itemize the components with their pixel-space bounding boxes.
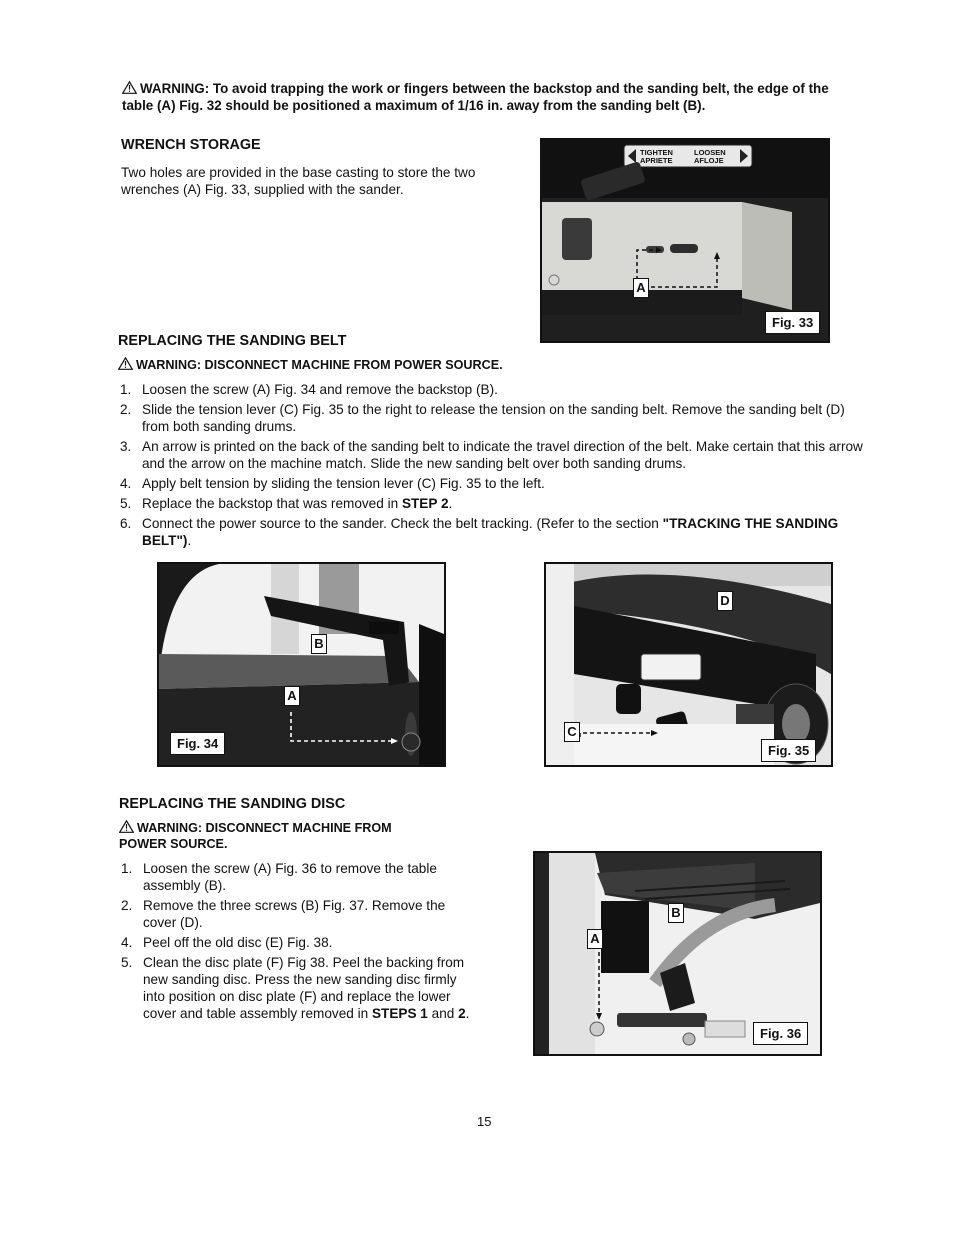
step-number: 6.	[120, 516, 132, 531]
list-item	[116, 381, 868, 398]
step-number: 5.	[120, 496, 132, 511]
page-number: 15	[477, 1114, 492, 1129]
fig35-callout-c: C	[564, 722, 580, 742]
replacing-disc-warning	[119, 820, 459, 852]
list-item	[116, 438, 868, 472]
step-number: 2.	[121, 898, 133, 913]
step-bold-ref: 2	[458, 1006, 466, 1021]
list-item	[117, 934, 477, 951]
step-text: .	[187, 533, 192, 548]
step-number: 3.	[120, 439, 132, 454]
list-item	[117, 954, 477, 1022]
step-text: Clean the disc plate (F) Fig 38. Peel the backing from new sanding disc. Press the new sanding disc firmly into position on disc plate (F) and replace the lower cover and table assembly removed in	[143, 955, 465, 1021]
list-item	[116, 475, 868, 492]
wrench-storage-heading: WRENCH STORAGE	[121, 137, 261, 153]
step-number: 1.	[121, 861, 133, 876]
replacing-belt-heading: REPLACING THE SANDING BELT	[118, 333, 347, 349]
step-text: Apply belt tension by sliding the tension lever (C) Fig. 35 to the left.	[142, 476, 545, 491]
fig35-label: Fig. 35	[761, 739, 816, 762]
replacing-disc-warning-line1: WARNING: DISCONNECT MACHINE FROM	[137, 821, 392, 835]
step-text: An arrow is printed on the back of the sanding belt to indicate the travel direction of the belt. Make certain that this arrow and the arrow on the machine match. Slide the new sanding belt over both sanding drums.	[142, 439, 863, 471]
fig36-callout-b: B	[668, 903, 684, 923]
step-text: Loosen the screw (A) Fig. 36 to remove the table assembly (B).	[143, 861, 437, 893]
step-number: 5.	[121, 955, 133, 970]
fig35-photo	[546, 564, 831, 765]
list-item	[117, 860, 477, 894]
step-text: .	[448, 496, 453, 511]
list-item	[117, 897, 477, 931]
step-text: Loosen the screw (A) Fig. 34 and remove the backstop (B).	[142, 382, 498, 397]
warning-triangle-icon	[119, 820, 134, 833]
fig33-decal-tighten: TIGHTEN	[640, 148, 673, 157]
step-bold-ref: "TRACKING THE SANDING BELT")	[142, 516, 839, 548]
list-item	[116, 515, 868, 549]
fig33-decal-loosen: LOOSEN	[694, 148, 726, 157]
fig35-callout-d: D	[717, 591, 733, 611]
fig33-decal-apriete: APRIETE	[640, 156, 673, 165]
fig33-callout-a: A	[633, 278, 649, 298]
fig36-label: Fig. 36	[753, 1022, 808, 1045]
step-number: 1.	[120, 382, 132, 397]
fig34-callout-b: B	[311, 634, 327, 654]
belt-steps-list	[116, 381, 868, 552]
step-number: 4.	[120, 476, 132, 491]
fig36-callout-a: A	[587, 929, 603, 949]
figure-35	[544, 562, 833, 767]
wrench-storage-body: Two holes are provided in the base casting to store the two wrenches (A) Fig. 33, supplied with the sander.	[121, 165, 476, 197]
step-text: Slide the tension lever (C) Fig. 35 to the right to release the tension on the sanding belt. Remove the sanding belt (D) from both sanding drums.	[142, 402, 845, 434]
fig34-label: Fig. 34	[170, 732, 225, 755]
step-text: Replace the backstop that was removed in	[142, 496, 402, 511]
step-text: .	[465, 1006, 470, 1021]
step-text: and	[427, 1006, 459, 1021]
step-text: Connect the power source to the sander. Check the belt tracking. (Refer to the section	[142, 516, 663, 531]
top-warning	[122, 80, 862, 114]
figure-34	[157, 562, 446, 767]
top-warning-text: WARNING: To avoid trapping the work or fingers between the backstop and the sanding belt, the edge of the table (A) Fig. 32 should be positioned a maximum of 1/16 in. away from the sanding belt (B).	[122, 81, 829, 113]
replacing-belt-warning	[118, 357, 503, 373]
fig34-callout-a: A	[284, 686, 300, 706]
figure-33	[540, 138, 830, 343]
disc-steps-list	[117, 860, 477, 1025]
fig33-decal-afloje: AFLOJE	[694, 156, 724, 165]
step-bold-ref: STEP 2	[401, 496, 449, 511]
figure-36	[533, 851, 822, 1056]
list-item	[116, 401, 868, 435]
step-number: 4.	[121, 935, 133, 950]
warning-triangle-icon	[122, 81, 137, 94]
list-item	[116, 495, 868, 512]
step-number: 2.	[120, 402, 132, 417]
fig33-label: Fig. 33	[765, 311, 820, 334]
replacing-belt-warning-text: WARNING: DISCONNECT MACHINE FROM POWER SOURCE.	[136, 358, 503, 372]
step-bold-ref: STEPS 1	[371, 1006, 428, 1021]
replacing-disc-warning-line2: POWER SOURCE.	[119, 837, 228, 851]
step-text: Remove the three screws (B) Fig. 37. Remove the cover (D).	[143, 898, 446, 930]
warning-triangle-icon	[118, 357, 133, 370]
replacing-disc-heading: REPLACING THE SANDING DISC	[119, 796, 346, 812]
step-text: Peel off the old disc (E) Fig. 38.	[143, 935, 333, 950]
